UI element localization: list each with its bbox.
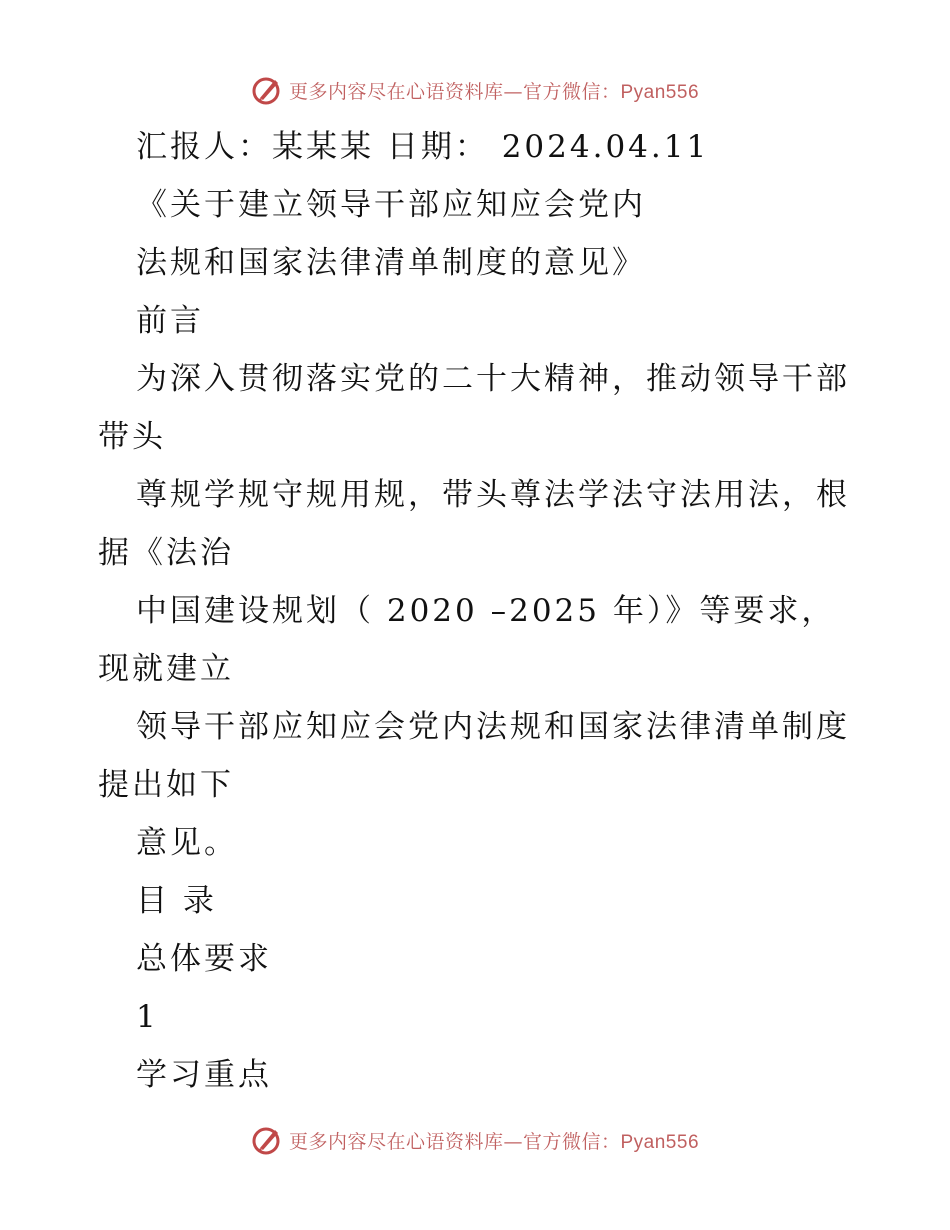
paragraph-4-line-2: 提出如下 — [98, 767, 234, 803]
quill-logo-icon — [251, 74, 283, 106]
toc-page-number: 1 — [136, 999, 159, 1035]
watermark-text: 更多内容尽在心语资料库—官方微信：Pyan556 — [288, 1130, 700, 1153]
paragraph-3-line-1: 中国建设规划（ 2020 –2025 年）》等要求， — [136, 593, 836, 629]
paragraph-3-line-2: 现就建立 — [98, 651, 234, 687]
paragraph-1-line-2: 带头 — [98, 419, 166, 455]
toc-item-study-focus: 学习重点 — [136, 1057, 272, 1093]
watermark-wechat-id: Pyan556 — [620, 81, 700, 103]
paragraph-5-line-1: 意见。 — [136, 825, 238, 861]
paragraph-2-line-2: 据《法治 — [98, 535, 234, 571]
paragraph-2-line-1: 尊规学规守规用规，带头尊法学法守法用法，根 — [136, 477, 850, 513]
toc-heading: 目 录 — [136, 883, 217, 919]
preface-heading: 前言 — [136, 303, 204, 339]
paragraph-4-line-1: 领导干部应知应会党内法规和国家法律清单制度 — [136, 709, 850, 745]
reporter-line: 汇报人：某某某 日期： 2024.04.11 — [136, 129, 710, 165]
paragraph-1-line-1: 为深入贯彻落实党的二十大精神，推动领导干部 — [136, 361, 850, 397]
watermark-wechat-id: Pyan556 — [620, 1131, 700, 1153]
title-line-1: 《关于建立领导干部应知应会党内 — [136, 187, 646, 223]
quill-logo-icon — [251, 1124, 283, 1156]
watermark-footer — [0, 1120, 950, 1160]
toc-item-overall-requirements: 总体要求 — [136, 941, 272, 977]
watermark-header — [0, 70, 950, 110]
watermark-text: 更多内容尽在心语资料库—官方微信：Pyan556 — [288, 80, 700, 103]
title-line-2: 法规和国家法律清单制度的意见》 — [136, 245, 646, 281]
